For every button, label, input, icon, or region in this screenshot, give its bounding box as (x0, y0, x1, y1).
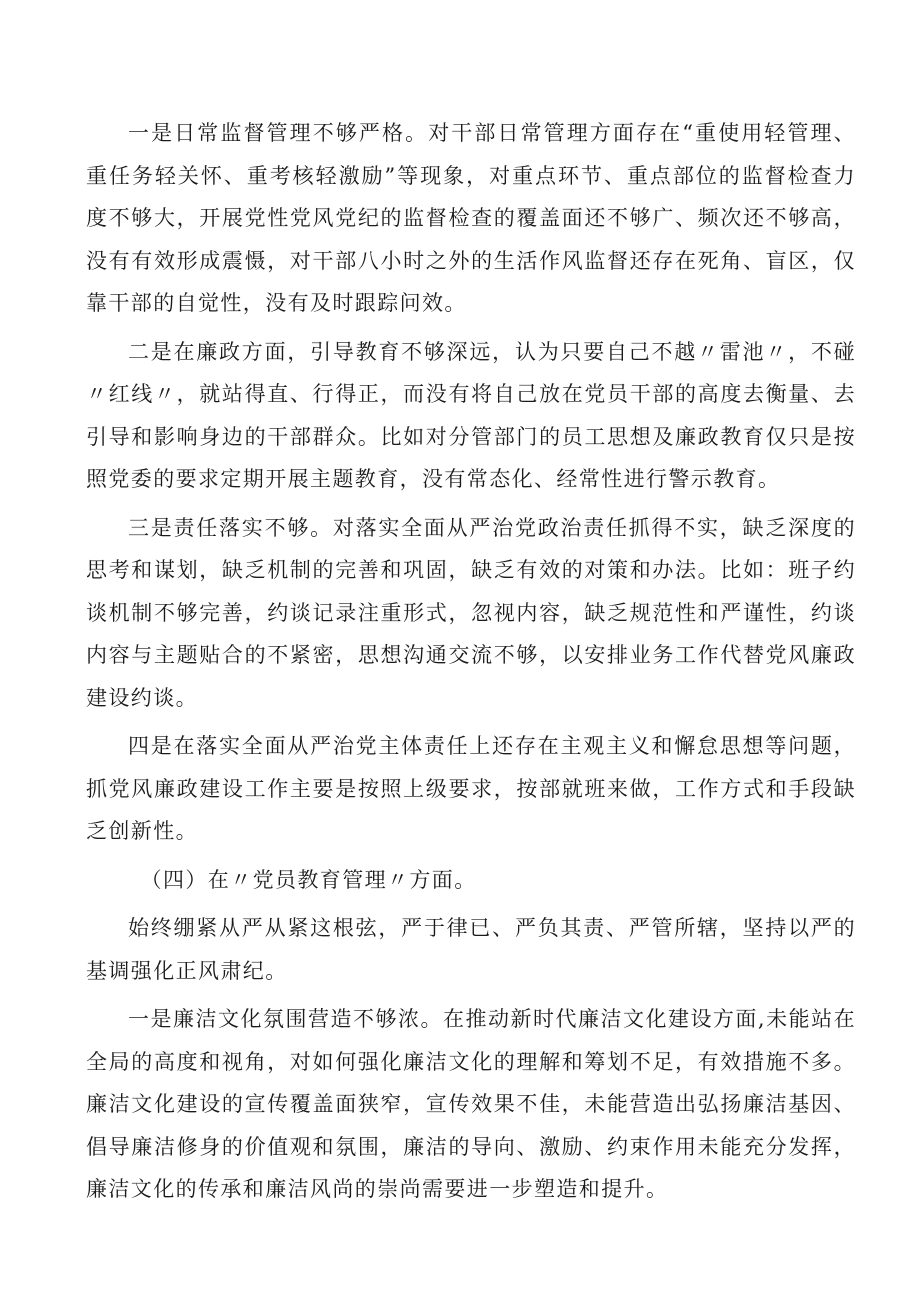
paragraph-integrity-culture: 一是廉洁文化氛围营造不够浓。在推动新时代廉洁文化建设方面,未能站在全局的高度和视角，对如何强化廉洁文化的理解和筹划不足，有效措施不多。廉洁文化建设的宣传覆盖面狭窄，宣传效果不佳，未能营造出弘扬廉洁基因、倡导廉洁修身的价值观和氛围，廉洁的导向、激励、约束作用未能充分发挥，廉洁文化的传承和廉洁风尚的崇尚需要进一步塑造和提升。 (86, 1007, 856, 1201)
paragraph-supervision: 一是日常监督管理不够严格。对干部日常管理方面存在“重使用轻管理、重任务轻关怀、重考核轻激励”等现象，对重点环节、重点部位的监督检查力度不够大，开展党性党风党纪的监督检查的覆盖面还不够广、频次还不够高，没有有效形成震慑，对干部八小时之外的生活作风监督还存在死角、盲区，仅靠干部的自觉性，没有及时跟踪问效。 (86, 121, 856, 315)
section-heading-party-member-education: （四）在〃党员教育管理〃方面。 (140, 867, 477, 892)
paragraph-strict-discipline: 始终绷紧从严从紧这根弦，严于律已、严负其责、严管所辖，坚持以严的基调强化正风肃纪。 (86, 916, 856, 983)
paragraph-integrity-education: 二是在廉政方面，引导教育不够深远，认为只要自己不越〃雷池〃，不碰〃红线〃，就站得直、行得正，而没有将自己放在党员干部的高度去衡量、去引导和影响身边的干部群众。比如对分管部门的员工思想及廉政教育仅只是按照党委的要求定期开展主题教育，没有常态化、经常性进行警示教育。 (86, 339, 856, 491)
document-body (86, 112, 856, 1211)
paragraph-responsibility: 三是责任落实不够。对落实全面从严治党政治责任抓得不实，缺乏深度的思考和谋划，缺乏机制的完善和巩固，缺乏有效的对策和办法。比如：班子约谈机制不够完善，约谈记录注重形式，忽视内容，缺乏规范性和严谨性，约谈内容与主题贴合的不紧密，思想沟通交流不够，以安排业务工作代替党风廉政建设约谈。 (86, 515, 856, 710)
paragraph-main-responsibility: 四是在落实全面从严治党主体责任上还存在主观主义和懈怠思想等问题，抓党风廉政建设工作主要是按照上级要求，按部就班来做，工作方式和手段缺乏创新性。 (86, 734, 856, 843)
